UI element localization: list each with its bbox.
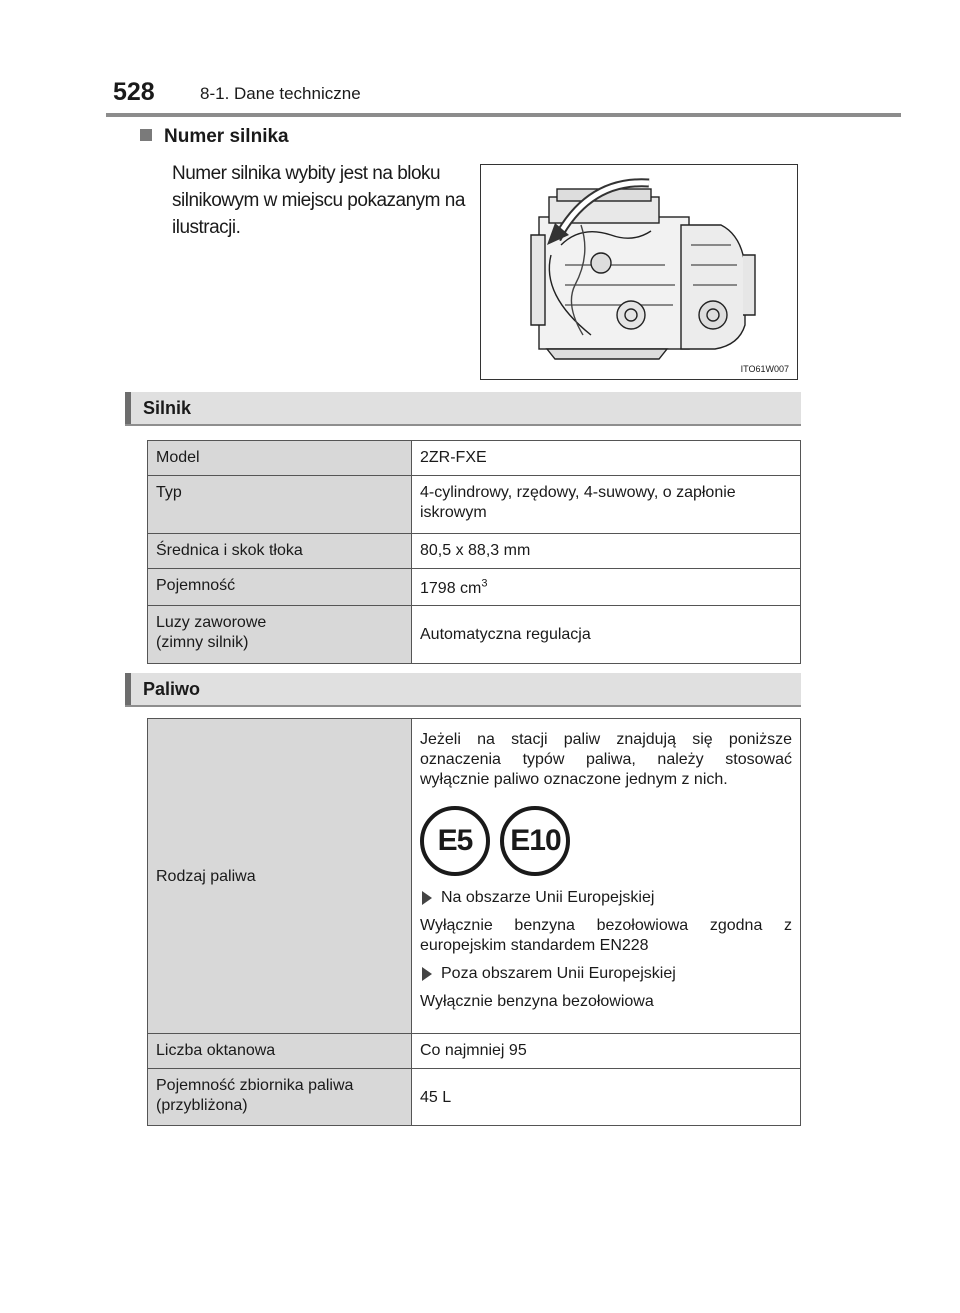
table-row [148,569,801,606]
row-value: 45 L [412,1069,801,1126]
row-value: Automatyczna regulacja [412,606,801,664]
engine-spec-table [147,440,801,664]
eu-heading [420,888,792,908]
row-label: Średnica i skok tłoka [148,534,412,569]
figure-code: ITO61W007 [740,364,789,374]
eu-heading-text: Na obszarze Unii Europejskiej [441,889,655,906]
fuel-section-title: Paliwo [143,679,201,699]
engine-number-heading [140,126,289,148]
row-label-line: Luzy zaworowe [156,614,267,631]
fuel-badge-e10-icon: E10 [500,806,570,876]
row-value: 80,5 x 88,3 mm [412,534,801,569]
row-label-line: Pojemność zbiornika paliwa [156,1077,354,1094]
table-row [148,534,801,569]
row-value [412,719,801,1034]
engine-section-title: Silnik [143,398,192,418]
row-value: 2ZR-FXE [412,441,801,476]
table-row [148,1069,801,1126]
fuel-section-header [125,673,801,707]
fuel-intro: Jeżeli na stacji paliw znajdują się poniższe oznaczenia typów paliwa, należy stosować wyłącznie paliwo oznaczone jednym z nich. [420,731,792,788]
engine-number-heading-text: Numer silnika [164,126,289,147]
row-label: Model [148,441,412,476]
row-label [148,606,412,664]
non-eu-heading [420,964,792,984]
fuel-spec-table [147,718,801,1126]
eu-text: Wyłącznie benzyna bezołowiowa zgodna z europejskim standardem EN228 [420,917,792,954]
row-value: Co najmniej 95 [412,1034,801,1069]
fuel-badges [420,806,792,876]
engine-number-description: Numer silnika wybity jest na bloku silnikowym w miejscu pokazanym na ilustracji. [172,163,465,238]
page-number: 528 [113,78,155,106]
row-label: Typ [148,476,412,534]
row-label-line: (zimny silnik) [156,634,249,651]
displacement-value: 1798 cm [420,580,482,597]
triangle-bullet-icon [422,891,432,905]
row-label [148,1069,412,1126]
table-row [148,606,801,664]
square-bullet-icon [140,129,152,141]
fuel-badge-e5-icon: E5 [420,806,490,876]
triangle-bullet-icon [422,967,432,981]
row-label: Rodzaj paliwa [148,719,412,1034]
table-row [148,719,801,1034]
row-label-line: (przybliżona) [156,1097,248,1114]
engine-section-header [125,392,801,426]
section-title: 8-1. Dane techniczne [200,84,361,103]
header-rule [106,113,901,117]
row-value [412,569,801,606]
engine-illustration [480,164,798,380]
row-label: Liczba oktanowa [148,1034,412,1069]
non-eu-heading-text: Poza obszarem Unii Europejskiej [441,965,676,982]
displacement-exponent: 3 [481,577,488,590]
engine-drawing-icon [481,165,797,379]
row-value: 4-cylindrowy, rzędowy, 4-suwowy, o zapłonie iskrowym [412,476,801,534]
row-label: Pojemność [148,569,412,606]
non-eu-text: Wyłącznie benzyna bezołowiowa [420,993,654,1010]
table-row [148,476,801,534]
table-row [148,1034,801,1069]
table-row [148,441,801,476]
